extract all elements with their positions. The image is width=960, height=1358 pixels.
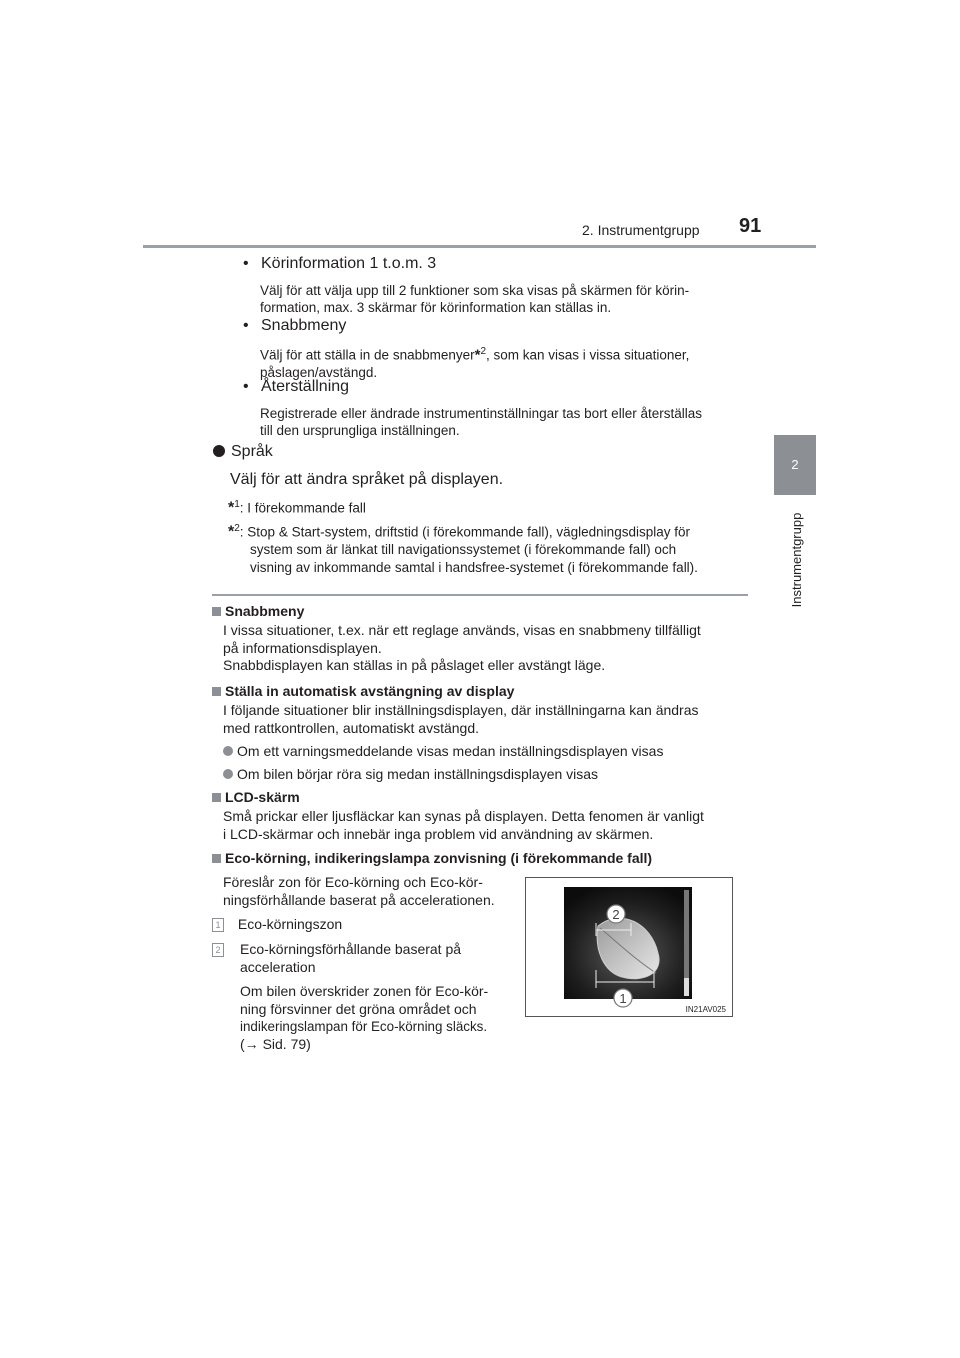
chapter-label <box>789 500 805 620</box>
chapter-label-text: Instrumentgrupp <box>789 512 804 608</box>
eco-item-2: 2 Eco-körningsförhållande baserat på acceleration <box>212 941 502 976</box>
bullet-icon: • <box>243 317 249 334</box>
square-bullet-icon <box>212 687 221 696</box>
footnote-2: *$^2$: Stop & Start-system, driftstid (i förekommande fall), vägledningsdisplay för system som är länkat till navigationssystemet (i förekommande fall) och visning av inkommande samtal i handsfree-systemet (i förekommande fall). <box>228 523 698 575</box>
footnote-star: * <box>474 346 481 364</box>
section-title-auto-off: Ställa in automatisk avstängning av display <box>212 683 514 699</box>
header-divider <box>143 245 816 248</box>
section-title-eco: Eco-körning, indikeringslampa zonvisning (i förekommande fall) <box>212 850 652 866</box>
callout-1-label: 1 <box>619 991 627 1006</box>
callout-2-label: 2 <box>612 907 620 922</box>
disc-bullet-icon <box>213 445 225 457</box>
eco-zone-figure <box>525 877 733 1017</box>
menu-item-desc: Registrerade eller ändrade instrumentinställningar tas bort eller återställas till den ursprungliga inställningen. <box>260 406 702 438</box>
chapter-tab: 2 <box>774 435 816 495</box>
language-heading: Språk <box>213 443 273 461</box>
list-item: Om ett varningsmeddelande visas medan inställningsdisplayen visas <box>223 743 748 761</box>
list-item: Om bilen börjar röra sig medan inställningsdisplayen visas <box>223 766 748 784</box>
eco-item-1: 1 Eco-körningszon <box>212 916 502 934</box>
menu-item-title: • Körinformation 1 t.o.m. 3 <box>243 255 437 272</box>
menu-item-desc: Välj för att ställa in de snabbmenyer*$^2$, som kan visas i vissa situationer, påslagen/avstängd. <box>260 346 690 380</box>
page-number: 91 <box>739 215 762 237</box>
gauge-fill <box>684 978 689 996</box>
figure-code: IN21AV025 <box>685 1005 726 1014</box>
square-bullet-icon <box>212 793 221 802</box>
square-bullet-icon <box>212 854 221 863</box>
section-divider <box>212 594 748 596</box>
section-body-auto-off: I följande situationer blir inställningsdisplayen, där inställningarna kan ändras med rattkontrollen, automatiskt avstängd. <box>223 702 699 736</box>
eco-note: Om bilen överskrider zonen för Eco-kör- ning försvinner det gröna området och indikeringslampan för Eco-körning släcks. (→ Sid. 79) <box>240 983 506 1053</box>
arrow-right-icon: → <box>244 1035 259 1052</box>
eco-intro: Föreslår zon för Eco-körning och Eco-kör- ningsförhållande baserat på accelerationen. <box>223 874 495 908</box>
section-body-lcd: Små prickar eller ljusfläckar kan synas på displayen. Detta fenomen är vanligt i LCD-skärmar och innebär inga problem vid användning av skärmen. <box>223 808 704 842</box>
menu-item-title: • Snabbmeny <box>243 317 347 334</box>
page-reference: (→ Sid. 79) <box>240 1035 311 1052</box>
bullet-icon: • <box>243 255 249 272</box>
section-title-lcd: LCD-skärm <box>212 789 300 805</box>
circle-bullet-icon <box>223 769 233 779</box>
menu-item-title: • Återställning <box>243 378 350 395</box>
header-section-title: 2. Instrumentgrupp <box>582 222 700 238</box>
square-bullet-icon <box>212 607 221 616</box>
number-badge: 1 <box>212 918 224 932</box>
section-title-snabbmeny: Snabbmeny <box>212 603 304 619</box>
eco-zone-illustration <box>526 878 732 1016</box>
bullet-icon: • <box>243 378 249 395</box>
circle-bullet-icon <box>223 746 233 756</box>
footnote-1: *$^1$: I förekommande fall <box>228 499 366 517</box>
section-body-snabbmeny: I vissa situationer, t.ex. när ett reglage används, visas en snabbmeny tillfälligt på informationsdisplayen. Snabbdisplayen kan ställas in på påslaget eller avstängt läge. <box>223 622 701 673</box>
menu-item-desc: Välj för att välja upp till 2 funktioner som ska visas på skärmen för körin- formation, max. 3 skärmar för körinformation kan ställas in. <box>260 283 690 315</box>
number-badge: 2 <box>212 943 224 957</box>
language-desc: Välj för att ändra språket på displayen. <box>230 471 504 488</box>
